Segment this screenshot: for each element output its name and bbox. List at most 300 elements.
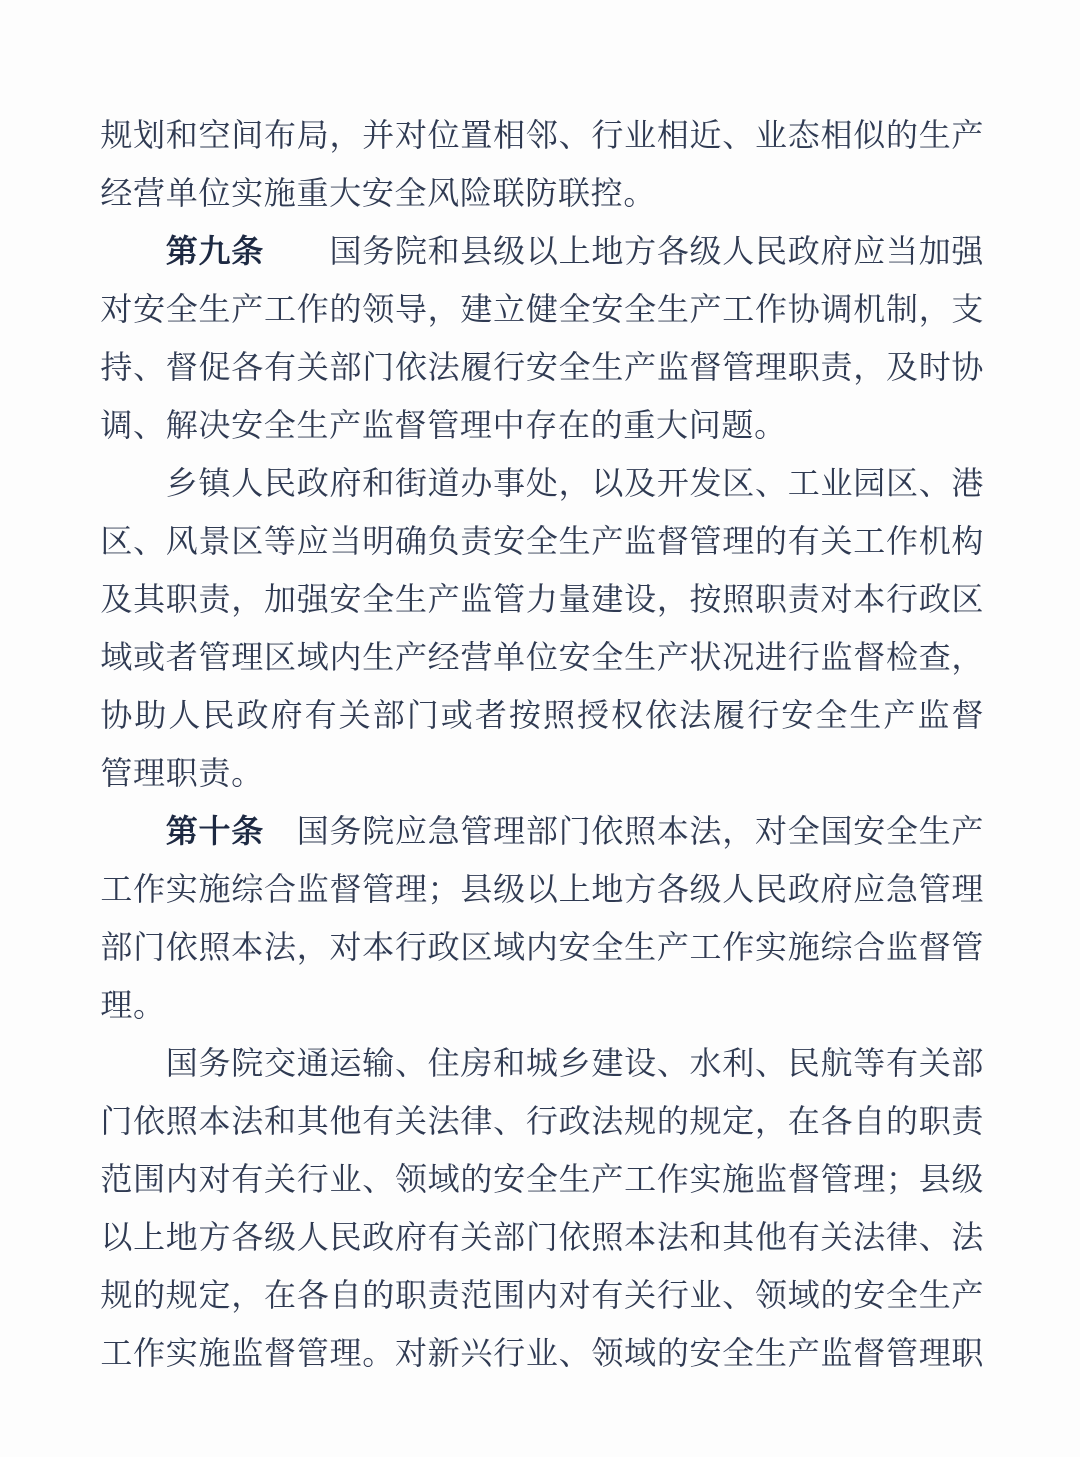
body-char: 有 xyxy=(231,1161,264,1197)
body-char: 的 xyxy=(329,291,362,327)
body-char: 住 xyxy=(427,1045,460,1081)
body-char: 生 xyxy=(755,1335,788,1371)
body-char: 法 xyxy=(951,1219,984,1255)
body-char: 理 xyxy=(133,755,166,791)
body-char: 职 xyxy=(394,1277,427,1313)
text-line xyxy=(100,1150,984,1208)
body-char: 布 xyxy=(264,117,297,153)
body-char: 规 xyxy=(100,117,133,153)
body-char: 强 xyxy=(296,581,329,617)
body-char: 全 xyxy=(165,291,198,327)
body-char: 对 xyxy=(394,1335,427,1371)
body-char: 以 xyxy=(525,233,558,269)
body-char: 、 xyxy=(722,117,755,153)
body-char: 务 xyxy=(198,1045,231,1081)
body-char: 以 xyxy=(100,1219,133,1255)
body-char: 控 xyxy=(590,175,623,211)
body-char: 职 xyxy=(165,755,198,791)
body-char: 自 xyxy=(853,1103,886,1139)
body-char: 定 xyxy=(198,1277,231,1313)
article-number-char: 第 xyxy=(165,813,198,849)
body-char: 协 xyxy=(787,291,820,327)
body-char: 务 xyxy=(362,233,395,269)
body-char: 全 xyxy=(787,813,820,849)
body-char: 合 xyxy=(853,929,886,965)
body-char: 生 xyxy=(558,1161,591,1197)
body-char: 范 xyxy=(100,1161,133,1197)
body-char: 区 xyxy=(722,465,755,501)
body-char: 工 xyxy=(100,871,133,907)
body-char: 其 xyxy=(722,1219,755,1255)
body-char: 国 xyxy=(165,1045,198,1081)
body-char: 安 xyxy=(853,813,886,849)
body-char: 安 xyxy=(525,349,558,385)
body-char: 管 xyxy=(493,581,526,617)
body-char: 安 xyxy=(689,1335,722,1371)
body-char: 防 xyxy=(525,175,558,211)
body-char: 门 xyxy=(406,697,439,733)
body-char: 生 xyxy=(624,639,657,675)
body-char: 业 xyxy=(329,1161,362,1197)
body-char: 行 xyxy=(493,349,526,385)
body-char: 生 xyxy=(656,291,689,327)
body-char: 领 xyxy=(755,1277,788,1313)
body-char: 处 xyxy=(525,465,558,501)
body-char: 督 xyxy=(656,523,689,559)
body-char: 依 xyxy=(645,697,678,733)
body-char: 法 xyxy=(427,1103,460,1139)
body-char: 实 xyxy=(165,1335,198,1371)
body-char: 对 xyxy=(198,1161,231,1197)
body-char: 关 xyxy=(820,1219,853,1255)
article-number-char: 第 xyxy=(165,233,198,269)
body-char: 协 xyxy=(951,349,984,385)
body-char: 航 xyxy=(820,1045,853,1081)
article-number-char: 条 xyxy=(231,233,264,269)
body-char: 民 xyxy=(787,1045,820,1081)
body-char: 工 xyxy=(264,291,297,327)
body-char: 以 xyxy=(525,871,558,907)
body-char: 关 xyxy=(296,349,329,385)
body-char: 理 xyxy=(493,813,526,849)
body-char: 责 xyxy=(951,1103,984,1139)
body-char: 民 xyxy=(755,233,788,269)
body-char: 府 xyxy=(270,697,303,733)
body-char: 调 xyxy=(820,291,853,327)
body-char: 政 xyxy=(787,871,820,907)
body-char: 近 xyxy=(689,117,722,153)
body-char: 业 xyxy=(689,1277,722,1313)
body-char: 的 xyxy=(820,1277,853,1313)
body-char: 工 xyxy=(100,1335,133,1371)
body-char: 业 xyxy=(820,465,853,501)
body-char: 安 xyxy=(853,1277,886,1313)
body-char: 和 xyxy=(689,1219,722,1255)
body-char: 工 xyxy=(722,291,755,327)
body-char: 、 xyxy=(918,1219,951,1255)
body-char: 产 xyxy=(231,291,264,327)
body-char: 生 xyxy=(918,117,951,153)
body-char: 其 xyxy=(133,581,166,617)
body-char: 加 xyxy=(918,233,951,269)
body-char: 领 xyxy=(362,291,395,327)
body-char: 级 xyxy=(493,871,526,907)
body-char: 产 xyxy=(329,407,362,443)
body-char: 联 xyxy=(492,175,525,211)
body-char: ， xyxy=(231,1277,264,1313)
body-char: 法 xyxy=(689,813,722,849)
body-char: 单 xyxy=(165,175,198,211)
text-line xyxy=(100,744,984,802)
text-line xyxy=(100,1092,984,1150)
body-char: 职 xyxy=(787,349,820,385)
body-char: 态 xyxy=(787,117,820,153)
body-char: 职 xyxy=(951,1335,984,1371)
body-char: 。 xyxy=(133,987,166,1023)
body-char: 的 xyxy=(885,1103,918,1139)
body-char: 利 xyxy=(722,1045,755,1081)
body-char: 对 xyxy=(558,1277,591,1313)
body-char: 以 xyxy=(591,465,624,501)
body-char: 作 xyxy=(885,523,918,559)
body-char: 各 xyxy=(820,1103,853,1139)
body-char: 院 xyxy=(231,1045,264,1081)
body-char: 营 xyxy=(133,175,166,211)
body-char: 部 xyxy=(951,1045,984,1081)
body-char: 领 xyxy=(591,1335,624,1371)
body-char: 府 xyxy=(394,1219,427,1255)
body-char: 检 xyxy=(885,639,918,675)
body-char: 险 xyxy=(459,175,492,211)
body-char: 中 xyxy=(492,407,525,443)
text-line xyxy=(100,1034,984,1092)
body-char: 管 xyxy=(427,407,460,443)
body-char: 局 xyxy=(296,117,329,153)
body-char: 法 xyxy=(231,1103,264,1139)
body-char: 人 xyxy=(722,871,755,907)
body-char: ， xyxy=(296,929,329,965)
body-char: 划 xyxy=(133,117,166,153)
body-char: 规 xyxy=(165,1277,198,1313)
body-char: 风 xyxy=(427,175,460,211)
body-char: 规 xyxy=(100,1277,133,1313)
body-char: 领 xyxy=(394,1161,427,1197)
body-char: 上 xyxy=(133,1219,166,1255)
body-char: 民 xyxy=(329,1219,362,1255)
body-char: 工 xyxy=(853,523,886,559)
body-char: 监 xyxy=(755,1161,788,1197)
body-char: 施 xyxy=(198,1335,231,1371)
body-char: 、 xyxy=(493,1103,526,1139)
body-char: 重 xyxy=(296,175,329,211)
body-char: 方 xyxy=(198,1219,231,1255)
body-char: 事 xyxy=(493,465,526,501)
body-char: 大 xyxy=(656,407,689,443)
body-char: 产 xyxy=(951,1277,984,1313)
body-char: 法 xyxy=(591,1103,624,1139)
body-char: 理 xyxy=(231,639,264,675)
body-char: 及 xyxy=(100,581,133,617)
body-char: 实 xyxy=(165,871,198,907)
body-char: 持 xyxy=(100,349,133,385)
body-char: 依 xyxy=(558,1219,591,1255)
body-char: 并 xyxy=(362,117,395,153)
body-char: ， xyxy=(755,1103,788,1139)
body-char: 对 xyxy=(820,581,853,617)
body-char: 营 xyxy=(460,639,493,675)
body-char: 域 xyxy=(296,639,329,675)
body-char: 决 xyxy=(198,407,231,443)
body-char: 依 xyxy=(394,349,427,385)
body-char: 域 xyxy=(427,1161,460,1197)
body-char: 者 xyxy=(474,697,507,733)
body-char: 其 xyxy=(296,1103,329,1139)
body-char: 督 xyxy=(165,349,198,385)
text-line xyxy=(100,1208,984,1266)
body-char: 、 xyxy=(755,1045,788,1081)
body-char: 门 xyxy=(100,1103,133,1139)
body-char: 管 xyxy=(689,523,722,559)
body-char: 政 xyxy=(918,581,951,617)
body-char: 位 xyxy=(525,639,558,675)
body-char: 急 xyxy=(885,871,918,907)
text-line xyxy=(100,860,984,918)
body-char: ， xyxy=(558,465,591,501)
body-char: 输 xyxy=(362,1045,395,1081)
body-char: 明 xyxy=(362,523,395,559)
text-line xyxy=(100,164,984,222)
body-char: 有 xyxy=(885,1045,918,1081)
body-char: 本 xyxy=(198,1103,231,1139)
body-char: 、 xyxy=(394,1045,427,1081)
body-char: 合 xyxy=(264,871,297,907)
body-char: 间 xyxy=(231,117,264,153)
body-char: 施 xyxy=(198,871,231,907)
body-char: 全 xyxy=(722,1335,755,1371)
body-char: 的 xyxy=(590,407,623,443)
body-char: 国 xyxy=(329,233,362,269)
body-char: 风 xyxy=(165,523,198,559)
body-char: 理 xyxy=(329,1335,362,1371)
body-char: 上 xyxy=(558,871,591,907)
body-char: 人 xyxy=(231,465,264,501)
body-char: 相 xyxy=(656,117,689,153)
body-char: 关 xyxy=(264,1161,297,1197)
body-char: 按 xyxy=(508,697,541,733)
body-char: 安 xyxy=(231,407,264,443)
body-char: 作 xyxy=(133,871,166,907)
body-char: 、 xyxy=(133,349,166,385)
body-char: 交 xyxy=(264,1045,297,1081)
body-char: 及 xyxy=(885,349,918,385)
body-char: 乡 xyxy=(558,1045,591,1081)
body-char: 照 xyxy=(624,813,657,849)
body-char: 区 xyxy=(231,523,264,559)
body-char: 、 xyxy=(133,407,166,443)
body-char: 位 xyxy=(427,117,460,153)
body-char: 时 xyxy=(918,349,951,385)
body-char: 定 xyxy=(722,1103,755,1139)
body-char: 大 xyxy=(329,175,362,211)
body-char: 行 xyxy=(394,929,427,965)
body-char: 查 xyxy=(918,639,951,675)
body-char: 作 xyxy=(133,1335,166,1371)
body-char: 理 xyxy=(951,871,984,907)
body-char: 本 xyxy=(853,581,886,617)
body-char: 级 xyxy=(689,233,722,269)
body-char: 区 xyxy=(460,929,493,965)
body-char: 对 xyxy=(100,291,133,327)
body-char: 的 xyxy=(362,1277,395,1313)
body-char: 促 xyxy=(198,349,231,385)
body-char: 景 xyxy=(198,523,231,559)
article-number-char: 十 xyxy=(198,813,231,849)
body-char: 安 xyxy=(781,697,814,733)
body-char: 当 xyxy=(329,523,362,559)
body-char: 导 xyxy=(394,291,427,327)
body-char: 通 xyxy=(296,1045,329,1081)
body-char: 监 xyxy=(917,697,950,733)
body-char: ， xyxy=(853,349,886,385)
body-char: 管 xyxy=(918,871,951,907)
body-char: 机 xyxy=(918,523,951,559)
body-char: 发 xyxy=(689,465,722,501)
body-char: 各 xyxy=(231,1219,264,1255)
body-char: 责 xyxy=(820,349,853,385)
body-char: 施 xyxy=(722,1161,755,1197)
body-char: 或 xyxy=(133,639,166,675)
body-char: 上 xyxy=(558,233,591,269)
body-char: 法 xyxy=(427,349,460,385)
body-char: 、 xyxy=(656,1045,689,1081)
body-char: 督 xyxy=(853,639,886,675)
body-char: 部 xyxy=(329,349,362,385)
body-char: 监 xyxy=(361,407,394,443)
body-char: 督 xyxy=(264,1335,297,1371)
body-char: 、 xyxy=(722,1277,755,1313)
body-char: 运 xyxy=(329,1045,362,1081)
body-char: 建 xyxy=(460,291,493,327)
body-char: 、 xyxy=(133,523,166,559)
body-char: 关 xyxy=(820,523,853,559)
body-char: 域 xyxy=(787,1277,820,1313)
body-char: 产 xyxy=(624,349,657,385)
body-char: 管 xyxy=(885,1335,918,1371)
body-char: 安 xyxy=(591,291,624,327)
body-char: 按 xyxy=(689,581,722,617)
body-char: 监 xyxy=(820,1335,853,1371)
body-char: 自 xyxy=(329,1277,362,1313)
body-char: 生 xyxy=(918,813,951,849)
body-char: 法 xyxy=(264,929,297,965)
body-char: 全 xyxy=(591,639,624,675)
body-char: 作 xyxy=(656,1161,689,1197)
body-char: 责 xyxy=(460,523,493,559)
body-char: 街 xyxy=(394,465,427,501)
body-char: 生 xyxy=(624,929,657,965)
body-char: 行 xyxy=(747,697,780,733)
text-column xyxy=(100,106,984,1382)
body-char: 规 xyxy=(689,1103,722,1139)
text-line xyxy=(100,512,984,570)
body-char: 照 xyxy=(542,697,575,733)
body-char: 有 xyxy=(304,697,337,733)
body-char: 理 xyxy=(394,871,427,907)
body-char: 行 xyxy=(656,1277,689,1313)
text-line xyxy=(100,628,984,686)
body-char: 产 xyxy=(427,581,460,617)
body-char: 职 xyxy=(918,1103,951,1139)
body-char: 有 xyxy=(591,1277,624,1313)
body-char: 、 xyxy=(558,117,591,153)
body-char: 全 xyxy=(362,581,395,617)
body-char: 依 xyxy=(165,929,198,965)
body-char: 人 xyxy=(722,233,755,269)
body-char: 题 xyxy=(721,407,754,443)
body-char: 机 xyxy=(853,291,886,327)
body-char: 安 xyxy=(493,523,526,559)
article-number-char: 九 xyxy=(198,233,231,269)
body-char: 、 xyxy=(918,465,951,501)
body-char: 等 xyxy=(853,1045,886,1081)
body-char: 内 xyxy=(165,1161,198,1197)
body-char: 关 xyxy=(394,1103,427,1139)
body-char: 应 xyxy=(853,233,886,269)
body-char: 责 xyxy=(198,755,231,791)
body-char: 健 xyxy=(525,291,558,327)
body-char: 建 xyxy=(591,1045,624,1081)
body-char: 关 xyxy=(918,1045,951,1081)
body-char: 法 xyxy=(679,697,712,733)
text-line xyxy=(100,1266,984,1324)
body-char: 、 xyxy=(362,1161,395,1197)
body-char: 履 xyxy=(460,349,493,385)
body-char: 重 xyxy=(623,407,656,443)
body-char: 业 xyxy=(525,1335,558,1371)
body-char: 产 xyxy=(787,1335,820,1371)
body-char: 安 xyxy=(329,581,362,617)
body-char: 建 xyxy=(591,581,624,617)
body-char: 督 xyxy=(329,871,362,907)
body-char: 有 xyxy=(787,523,820,559)
body-char: 安 xyxy=(493,1161,526,1197)
text-line xyxy=(100,918,984,976)
body-char: 业 xyxy=(755,117,788,153)
body-char: 法 xyxy=(656,1219,689,1255)
body-char: 围 xyxy=(133,1161,166,1197)
body-char: 解 xyxy=(165,407,198,443)
body-char: 本 xyxy=(624,1219,657,1255)
body-char: 的 xyxy=(656,1103,689,1139)
body-char: 部 xyxy=(372,697,405,733)
body-char: 管 xyxy=(951,929,984,965)
body-char: 生 xyxy=(558,523,591,559)
body-char: 本 xyxy=(656,813,689,849)
body-char: 政 xyxy=(558,1103,591,1139)
body-char: 管 xyxy=(820,1161,853,1197)
body-char: 内 xyxy=(329,639,362,675)
body-char: 状 xyxy=(689,639,722,675)
body-char: 门 xyxy=(362,349,395,385)
body-char: 工 xyxy=(624,1161,657,1197)
body-char: 办 xyxy=(460,465,493,501)
body-char: 监 xyxy=(820,639,853,675)
body-char: 县 xyxy=(460,871,493,907)
body-char: 域 xyxy=(100,639,133,675)
body-char: 管 xyxy=(722,349,755,385)
body-char: 他 xyxy=(755,1219,788,1255)
body-char: 。 xyxy=(754,407,787,443)
